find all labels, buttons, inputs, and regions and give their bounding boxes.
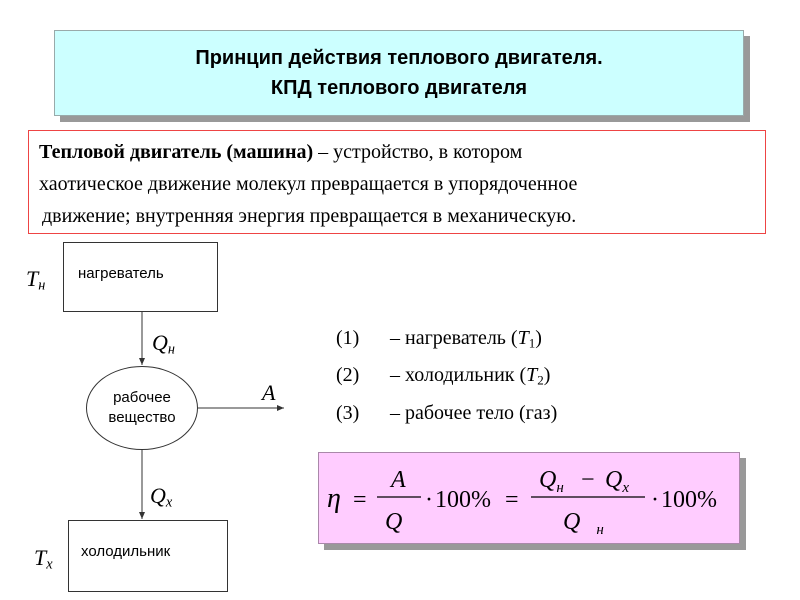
formula-eta: η [327,483,341,514]
legend-list [336,322,557,429]
formula-percent-1: 100% [435,487,491,513]
title-line-1: Принцип действия теплового двигателя. [195,47,603,69]
legend-item: (2) – холодильник $(T_2)$ [336,364,551,388]
working-substance-circle [86,366,198,450]
definition-line-3: движение; внутренняя энергия превращается в механическую. [42,205,577,227]
formula-eq-2: = [505,487,519,513]
cooler-label: холодильник [81,543,171,560]
definition-line-1-rest: – устройство, в котором [313,141,523,163]
definition-line-2: хаотическое движение молекул превращается в упорядоченное [39,173,578,195]
legend-item: (1) – нагреватель $(T_1)$ [336,327,542,351]
formula-Qn: $Q_н$ [539,467,564,496]
formula-Q: Q [385,509,403,535]
formula-Qx: $Q_x$ [605,467,630,496]
formula-minus: − [581,467,595,493]
formula-percent-2: 100% [661,487,717,513]
working-line-1: рабочее [113,389,171,406]
heater-label: нагреватель [78,265,164,282]
formula-dot-2: · [651,487,659,513]
t-heater-label: $T_н$ [26,266,46,294]
work-label: A [262,380,276,405]
formula-A: A [391,467,406,493]
legend-item: (3) – рабочее тело (газ) [336,401,558,424]
title-line-2: КПД теплового двигателя [270,77,528,99]
definition-term: Тепловой двигатель (машина) [39,141,314,163]
t-cooler-label: $T_x$ [34,545,53,573]
working-line-2: вещество [108,409,176,426]
heater-box [63,242,218,312]
cooler-box [68,520,228,592]
formula-dot-1: · [425,487,433,513]
formula-Qn-denominator: Q $_н$ [563,509,604,538]
formula-eq-1: = [353,487,367,513]
efficiency-formula-box [318,452,740,544]
efficiency-formula [319,453,739,543]
q-heater-label: $Q_н$ [152,330,175,358]
q-cooler-label: $Q_x$ [150,483,173,511]
